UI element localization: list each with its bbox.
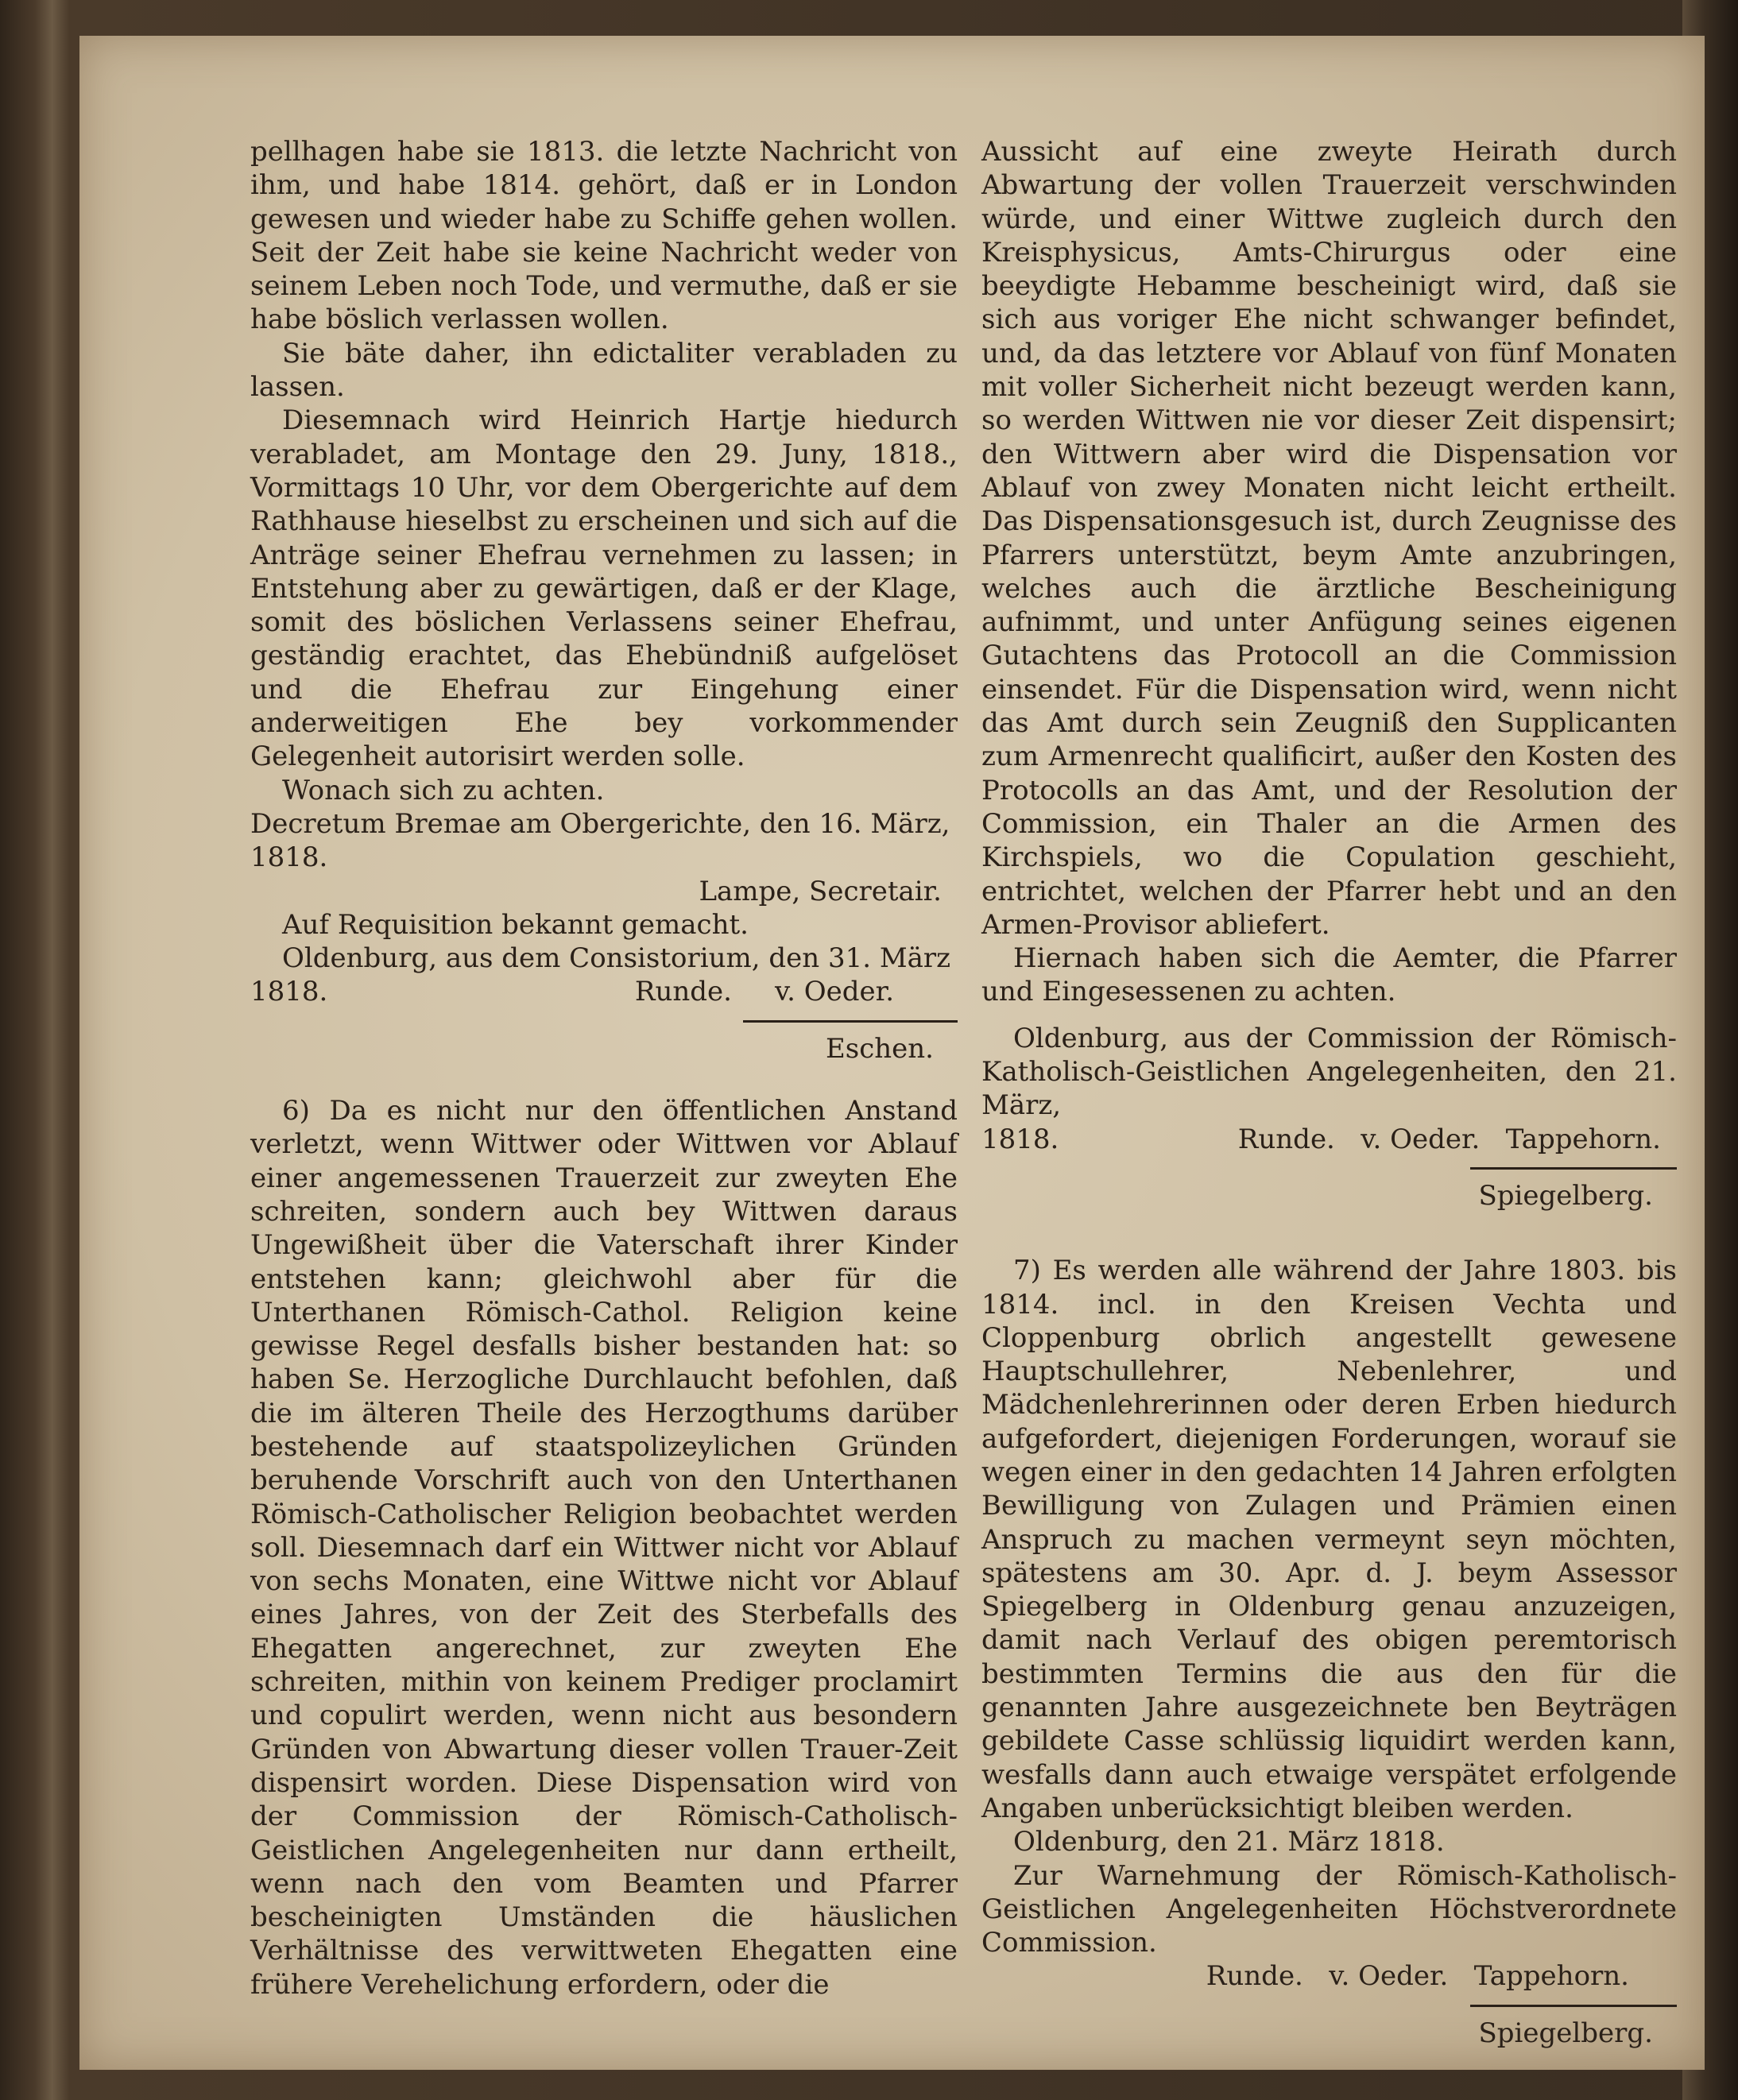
year: 1818.	[250, 976, 328, 1008]
place-signer: Eschen.	[825, 1032, 934, 1065]
directive: Wonach sich zu achten.	[282, 774, 605, 806]
commission: Zur Warnehmung der Römisch-Katholisch-Geistlichen Angelegenheiten Höchstverordnete Commission.	[981, 1859, 1677, 1959]
divider-rule-right-2	[1470, 2005, 1677, 2007]
directive-right: Hiernach haben sich die Aemter, die Pfarrer und Eingesessenen zu achten.	[981, 942, 1677, 1008]
divider-rule	[743, 1020, 958, 1023]
continuation-paragraph: Aussicht auf eine zweyte Heirath durch Abwartung der vollen Trauerzeit verschwinden würde, und einer Wittwe zugleich durch den Kreisphysicus, Amts-Chirurgus oder eine beeydigte Hebamme bescheinigt wird, daß sie sich aus voriger Ehe nicht schwanger befindet, und, da das letztere vor Ablauf von fünf Monaten mit voller Sicherheit nicht bezeugt werden kann, so werden Wittwen nie vor dieser Zeit dispensirt; den Wittwern aber wird die Dispensation vor Ablauf von zwey Monaten nicht leicht ertheilt. Das Dispensationsgesuch ist, durch Zeugnisse des Pfarrers unterstützt, beym Amte anzubringen, welches auch die ärztliche Bescheinigung aufnimmt, und unter Anfügung seines eigenen Gutachtens das Protocoll an die Commission einsendet. Für die Dispensation wird, wenn nicht das Amt durch sein Zeugniß den Supplicanten zum Armenrecht qualificirt, außer den Kosten des Protocolls an das Amt, und der Resolution der Commission, ein Thaler an die Armen des Kirchspiels, wo die Copulation geschieht, entrichtet, welchen der Pfarrer hebt und an den Armen-Provisor abliefert.	[981, 136, 1677, 941]
summons-paragraph: Diesemnach wird Heinrich Hartje hiedurch verabladet, am Montage den 29. Juny, 1818., Vormittags 10 Uhr, vor dem Obergerichte auf dem Rathhause hieselbst zu erscheinen und sich auf die Anträge seiner Ehefrau vernehmen zu lassen; in Entstehung aber zu gewärtigen, daß er der Klage, somit des böslichen Verlassens seiner Ehefrau, geständig erachtet, das Ehebündniß aufgelöset und die Ehefrau zur Eingehung einer anderweitigen Ehe bey vorkommender Gelegenheit autorisirt werden solle.	[250, 404, 958, 773]
section-7: 7) Es werden alle während der Jahre 1803. bis 1814. incl. in den Kreisen Vechta und Cloppenburg obrlich angestellt gewesene Hauptschullehrer, Nebenlehrer, und Mädchenlehrerinnen oder deren Erben hiedurch aufgefordert, diejenigen Forderungen, worauf sie wegen einer in den gedachten 14 Jahren erfolgten Bewilligung von Zulagen und Prämien einen Anspruch zu machen vermeynt seyn möchten, spätestens am 30. Apr. d. J. beym Assessor Spiegelberg in Oldenburg genau anzuzeigen, damit nach Verlauf des obigen peremtorisch bestimmten Termins die aus den für die genannten Jahre ausgezeichnete ben Beyträgen gebildete Casse schlüssig liquidirt werden kann, wesfalls dann auch etwaige verspätet erfolgende Angaben unberücksichtigt bleiben werden.	[981, 1255, 1677, 1824]
decree-signer: Lampe, Secretair.	[699, 875, 942, 907]
signature-row	[250, 975, 958, 1008]
dateline-2: Oldenburg, den 21. März 1818.	[1013, 1826, 1445, 1858]
year-right: 1818.	[981, 1123, 1059, 1155]
dateline: Oldenburg, aus dem Consistorium, den 31. März	[282, 942, 951, 975]
signers-2: Runde. v. Oeder. Tappehorn.	[1206, 1960, 1629, 1993]
section-6: 6) Da es nicht nur den öffentlichen Anstand verletzt, wenn Wittwer oder Wittwen vor Ablauf einer angemessenen Trauerzeit zur zweyten Ehe schreiten, sondern auch bey Wittwen daraus Ungewißheit über die Vaterschaft ihrer Kinder entstehen kann; gleichwohl aber für die Unterthanen Römisch-Cathol. Religion keine gewisse Regel desfalls bisher bestanden hat: so haben Se. Herzogliche Durchlaucht befohlen, daß die im älteren Theile des Herzogthums darüber bestehende auf staatspolizeylichen Gründen beruhende Vorschrift auch von den Unterthanen Römisch-Catholischer Religion beobachtet werden soll. Diesemnach darf ein Wittwer nicht vor Ablauf von sechs Monaten, eine Wittwe nicht vor Ablauf eines Jahres, von der Zeit des Sterbefalls des Ehegatten angerechnet, zur zweyten Ehe schreiten, mithin von keinem Prediger proclamirt und copulirt werden, wenn nicht aus besondern Gründen von Abwartung dieser vollen Trauer-Zeit dispensirt worden. Diese Dispensation wird von der Commission der Römisch-Catholisch-Geistlichen Angelegenheiten nur dann ertheilt, wenn nach den vom Beamten und Pfarrer bescheinigten Umständen die häuslichen Verhältnisse des verwittweten Ehegatten eine frühere Verehelichung erfordern, oder die	[250, 1095, 958, 2001]
decree-row	[250, 807, 958, 875]
divider-rule-right	[1470, 1167, 1677, 1170]
right-column	[981, 135, 1677, 2050]
decree-date: Decretum Bremae am Obergerichte, den 16. März, 1818.	[250, 807, 950, 874]
signature-row-right	[981, 1123, 1677, 1156]
signers-right: Runde. v. Oeder. Tappehorn.	[1237, 1123, 1661, 1155]
signers: Runde. v. Oeder.	[634, 976, 894, 1008]
request-paragraph: Sie bäte daher, ihn edictaliter verabladen zu lassen.	[250, 337, 958, 404]
spacer	[981, 1212, 1677, 1241]
spacer	[981, 1009, 1677, 1022]
dateline-right: Oldenburg, aus der Commission der Römisch-Katholisch-Geistlichen Angelegenheiten, den 21. März,	[981, 1022, 1677, 1122]
notice: Auf Requisition bekannt gemacht.	[282, 908, 749, 941]
place-signer-right: Spiegelberg.	[1478, 1179, 1653, 1212]
spacer	[250, 1065, 958, 1094]
spacer	[981, 1241, 1677, 1254]
intro-paragraph: pellhagen habe sie 1813. die letzte Nachricht von ihm, und habe 1814. gehört, daß er in London gewesen und wieder habe zu Schiffe gehen wollen. Seit der Zeit habe sie keine Nachricht weder von seinem Leben noch Tode, und vermuthe, daß er sie habe böslich verlassen wollen.	[250, 136, 958, 336]
left-column	[250, 135, 958, 2001]
place-signer-2: Spiegelberg.	[1478, 2017, 1653, 2049]
